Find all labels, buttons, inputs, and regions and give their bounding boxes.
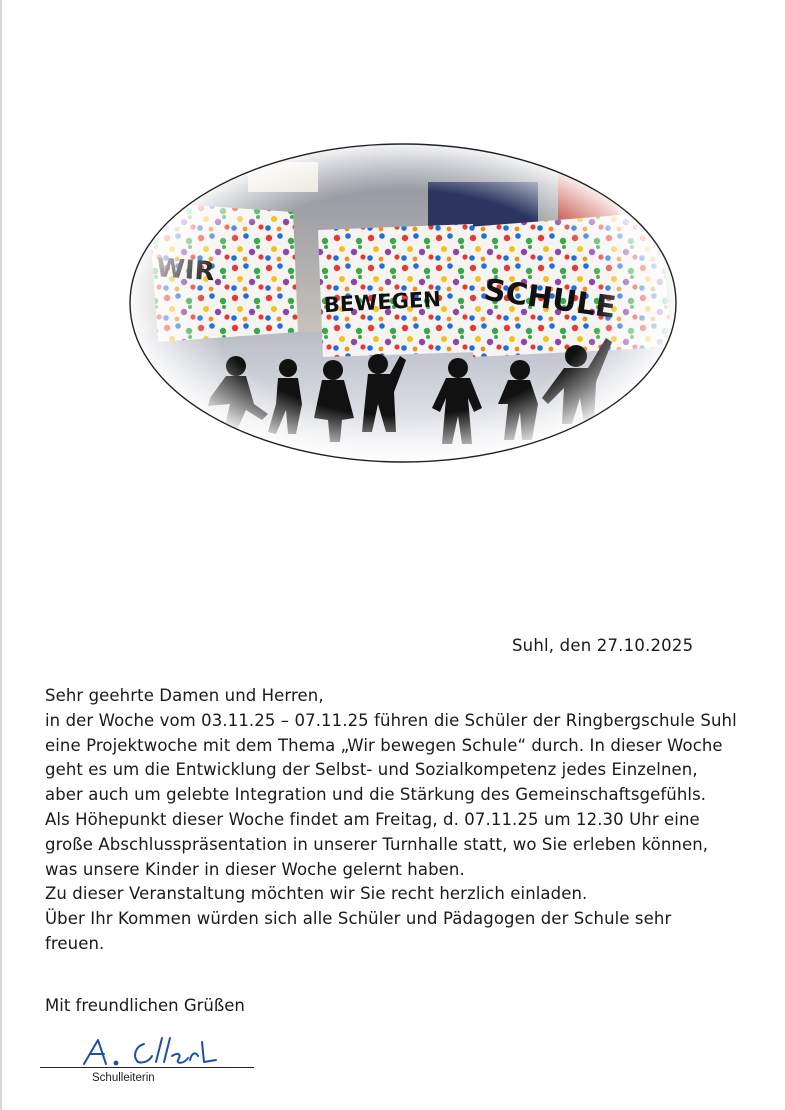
signature-block bbox=[40, 1032, 255, 1092]
body-line: geht es um die Entwicklung der Selbst- und Sozialkompetenz jedes Einzelnen, bbox=[45, 760, 698, 780]
handwritten-signature bbox=[40, 1032, 254, 1068]
body-line: Als Höhepunkt dieser Woche findet am Freitag, d. 07.11.25 um 12.30 Uhr eine bbox=[45, 809, 700, 829]
wir-bewegen-schule-photo bbox=[128, 142, 678, 464]
body-line: große Abschlusspräsentation in unserer Turnhalle statt, wo Sie erleben können, bbox=[45, 834, 709, 854]
body-line: was unsere Kinder in dieser Woche gelernt haben. bbox=[45, 859, 465, 879]
letter-body bbox=[45, 684, 765, 957]
closing: Mit freundlichen Grüßen bbox=[45, 996, 245, 1015]
page-edge bbox=[0, 0, 2, 1110]
header-image bbox=[128, 142, 678, 464]
signature-line bbox=[40, 1067, 254, 1068]
body-line: in der Woche vom 03.11.25 – 07.11.25 führen die Schüler der Ringbergschule Suhl bbox=[45, 710, 737, 730]
letter-date: Suhl, den 27.10.2025 bbox=[512, 636, 694, 655]
body-line: Zu dieser Veranstaltung möchten wir Sie recht herzlich einladen. bbox=[45, 884, 588, 904]
body-line: Über Ihr Kommen würden sich alle Schüler und Pädagogen der Schule sehr bbox=[45, 909, 672, 929]
body-line: freuen. bbox=[45, 933, 105, 953]
salutation: Sehr geehrte Damen und Herren, bbox=[45, 686, 324, 705]
body-line: aber auch um gelebte Integration und die Stärkung des Gemeinschaftsgefühls. bbox=[45, 785, 707, 805]
body-line: eine Projektwoche mit dem Thema „Wir bewegen Schule“ durch. In dieser Woche bbox=[45, 735, 723, 755]
signature-role: Schulleiterin bbox=[92, 1072, 155, 1084]
